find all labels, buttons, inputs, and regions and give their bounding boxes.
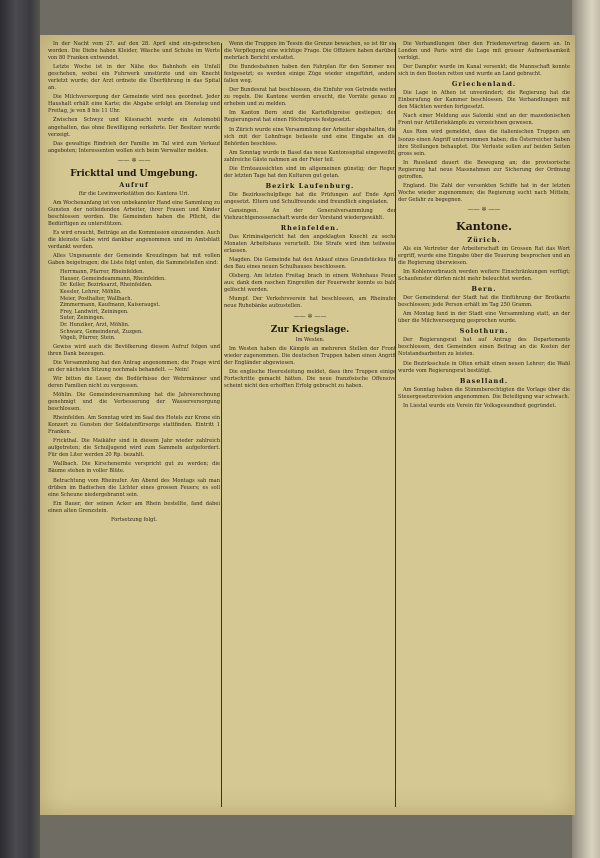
canton-subhead: Bern. [471,285,497,294]
article-paragraph: Im Kanton Bern sind die Kartoffelpreise gestiegen; der Regierungsrat hat einen Höchstpreis festgesetzt. [224,110,396,124]
article-paragraph: Wallbach. Die Kirschenernte verspricht gut zu werden; die Bäume stehen in voller Blüte. [48,461,220,475]
article-paragraph: Das gewaltige Rindvieh der Familie im Tal wird zum Verkauf angeboten; Interessenten wollen sich beim Verwalter melden. [48,140,220,154]
list-item: Frey, Landwirt, Zeiningen. [60,308,129,315]
article-paragraph: Am Montag fand in der Stadt eine Versammlung statt, an der über die Milchversorgung gesprochen wurde. [398,311,570,325]
article-paragraph: Letzte Woche ist in der Nähe des Bahnhofs ein Unfall geschehen, wobei ein Fuhrwerk umstürzte und ein Knecht verletzt wurde; der Arzt ordnete die Überführung in das Spital an. [48,64,220,92]
list-item: Kessler, Lehrer, Möhlin. [60,288,122,295]
article-paragraph: Magden. Die Gemeinde hat den Ankauf eines Grundstückes für den Bau eines neuen Schulhauses beschlossen. [224,257,396,271]
article-paragraph: Gewiss wird auch die Bevölkerung diesem Aufruf folgen und ihren Dank bezeugen. [48,343,220,357]
aufruf-title: Aufruf [119,180,149,189]
article-paragraph: Der Regierungsrat hat auf Antrag des Departements beschlossen, den Gemeinden einen Beitrag an die Kosten der Notstandsarbeiten zu leisten. [398,337,570,358]
ornament-divider: —— ✲ —— [293,312,327,320]
article-paragraph: Die Bezirksschulpflege hat die Prüfungen auf Ende April angesetzt. Eltern und Schulfreunde sind freundlich eingeladen. [224,191,396,205]
article-paragraph: Der Dampfer wurde im Kanal versenkt; die Mannschaft konnte sich in den Booten retten und wurde an Land gebracht. [398,64,570,78]
article-paragraph: Ein Bauer, der seinen Acker am Rhein bestellte, fand dabei einen alten Grenzstein. [48,500,220,514]
continuation-note: Fortsetzung folgt. [110,516,158,523]
signatory-list [48,269,220,342]
article-paragraph: Betrachtung vom Rheinufer. Am Abend des Montags sah man drüben im Badischen die Lichter eines grossen Feuers; es soll eine Scheune niedergebrannt sein. [48,477,220,498]
article-paragraph: Der Bundesrat hat beschlossen, die Einfuhr von Getreide weiter zu regeln. Die Kantone werden ersucht, die Vorräte genau zu erheben und zu melden. [224,87,396,108]
column-3 [398,41,570,807]
list-item: Vögeli, Pfarrer, Stein. [60,335,116,342]
war-subtitle: Im Westen. [295,336,325,343]
list-item: Herrmann, Pfarrer, Rheinfelden. [60,269,145,276]
article-paragraph: Olsberg. Am letzten Freitag brach in einem Wohnhaus Feuer aus; dank dem raschen Eingreifen der Feuerwehr konnte es bald gelöscht werden. [224,273,396,294]
book-binding [0,0,40,858]
article-paragraph: In Russland dauert die Bewegung an; die provisorische Regierung hat neue Massnahmen zur Sicherung der Ordnung getroffen. [398,159,570,180]
article-paragraph: Wenn die Truppen im Tessin die Grenze bewachen, so ist für sie die Verpflegung eine wichtige Frage. Die Offiziere haben darüber mehrfach Bericht erstattet. [224,41,396,62]
article-paragraph: Das Kriminalgericht hat den angeklagten Knecht zu sechs Monaten Arbeitshaus verurteilt. Die Strafe wird ihm teilweise erlassen. [224,234,396,255]
column-1 [48,41,220,807]
article-paragraph: Als ein Vertreter der Arbeiterschaft im Grossen Rat das Wort ergriff, wurde eine Eingabe über die Teuerung besprochen und an die Regierung überwiesen. [398,245,570,267]
article-paragraph: In der Nacht vom 27. auf den 28. April sind ein-gebrochen worden. Die Diebe haben Kleider, Wäsche und Schuhe im Werte von 80 Franken entwendet. [48,41,220,62]
article-paragraph: Es wird ersucht, Beiträge an die Kommission einzusenden. Auch die kleinste Gabe wird dankbar angenommen und im Amtsblatt verdankt werden. [48,229,220,251]
article-paragraph: Der Gemeinderat der Stadt hat die Einführung der Brotkarte beschlossen; jede Person erhält im Tag 250 Gramm. [398,295,570,309]
article-paragraph: Am Wochenanfang ist von unbekannter Hand eine Sammlung zu Gunsten der notleidenden Arbeiter, ihrer Frauen und Kinder beschlossen worden. Die Gemeinden haben die Pflicht, die Bedürftigen zu unterstützen. [48,199,220,227]
list-item: Zimmermann, Kaufmann, Kaiseraugst. [60,302,161,309]
canton-subhead: Baselland. [459,376,509,385]
article-paragraph: In Zürich wurde eine Versammlung der Arbeiter abgehalten, die sich mit der Lohnfrage befasste und eine Eingabe an die Behörden beschloss. [224,126,396,147]
list-item: Schwarz, Gemeinderat, Zuzgen. [60,328,143,335]
list-item: Meier, Posthalter, Wallbach. [60,295,133,302]
article-paragraph: Die Milchversorgung der Gemeinde wird neu geordnet. Jeder Haushalt erhält eine Karte; die Abgabe erfolgt am Dienstag und Freitag, je von 8 bis 11 Uhr. [48,94,220,115]
newspaper-page [40,35,575,815]
list-item: Suter, Zeiningen. [60,315,105,322]
list-item: Hauser, Gemeindeammann, Rheinfelden. [60,275,166,282]
article-paragraph: Die Versammlung hat den Antrag angenommen; die Frage wird an der nächsten Sitzung nochmals behandelt. — Nein! [48,359,220,373]
article-paragraph: Aus Rom wird gemeldet, dass die italienischen Truppen am Isonzo einen Angriff unternommen haben; die Österreicher haben ihre Stellungen behauptet. Die Verluste sollen auf beiden Seiten gross sein. [398,129,570,157]
article-paragraph: Im Kohlenverbrauch werden weitere Einschränkungen verfügt; Schaufenster dürfen nicht mehr beleuchtet werden. [398,269,570,283]
article-paragraph: Die Lage in Athen ist unverändert; die Regierung hat die Einberufung der Kammer beschlossen. Die Verhandlungen mit den Mächten werden fortgesetzt. [398,90,570,111]
column-rule [221,43,222,807]
article-paragraph: Nach einer Meldung aus Saloniki sind an der mazedonischen Front nur Artilleriekämpfe zu verzeichnen gewesen. [398,113,570,127]
article-paragraph: Im Westen haben die Kämpfe an mehreren Stellen der Front wieder zugenommen. Die deutschen Truppen haben einen Angriff der Engländer abgewiesen. [224,345,396,366]
article-paragraph: Alles Ungenannte der Gemeinde Kreuzlingen hat mit vollen Gaben beigetragen; die Liste folgt unten, die Sammelstellen sind: [48,253,220,267]
ornament-divider: —— ✲ —— [467,205,501,213]
article-paragraph: Am Sonntag wurde in Basel das neue Kantonsspital eingeweiht; zahlreiche Gäste nahmen an der Feier teil. [224,149,396,163]
section-subhead: Griechenland. [451,80,517,89]
cantons-title: Kantone. [456,219,512,233]
canton-subhead: Zürich. [467,235,501,244]
canton-subhead: Solothurn. [459,327,509,336]
column-2 [224,41,396,807]
article-paragraph: Am Sonntag haben die Stimmberechtigten die Vorlage über die Steuergesetzrevision angenommen. Die Beteiligung war schwach. [398,386,570,400]
section-subhead: Rheinfelden. [280,224,340,233]
article-paragraph: England. Die Zahl der versenkten Schiffe hat in der letzten Woche wieder zugenommen; die Regierung sucht nach Mitteln, der Gefahr zu begegnen. [398,182,570,203]
article-paragraph: In Liestal wurde ein Verein für Volksgesundheit gegründet. [403,402,557,409]
article-paragraph: Die Bezirksschule in Olten erhält einen neuen Lehrer; die Wahl wurde vom Regierungsrat bestätigt. [398,360,570,374]
article-paragraph: Die englische Heeresleitung meldet, dass ihre Truppen einige Fortschritte gemacht hätten. Die neue französische Offensive scheint nicht den erhofften Erfolg gebracht zu haben. [224,368,396,389]
article-paragraph: Zwischen Schwyz und Küssnacht wurde ein Automobil angehalten, das ohne Bewilligung verkehrte. Der Besitzer wurde verzeigt. [48,117,220,138]
section-subhead: Bezirk Laufenburg. [265,181,355,190]
article-paragraph: Die Bundesbahnen haben den Fahrplan für den Sommer neu festgesetzt; es werden einige Züge wieder eingeführt, andere fallen weg. [224,64,396,85]
article-paragraph: Die Verhandlungen über den Friedensvertrag dauern an. In London und Paris wird die Lage mit grosser Aufmerksamkeit verfolgt. [398,41,570,62]
list-item: Dr. Keller, Bezirksarzt, Rheinfelden. [60,282,153,289]
article-paragraph: Frickthal. Die Maikäfer sind in diesem Jahr wieder zahlreich aufgetreten; die Schuljugend wird zum Sammeln aufgefordert. Für den Liter werden 20 Rp. bezahlt. [48,438,220,459]
ornament-divider: —— ✲ —— [117,156,151,164]
article-paragraph: Gansingen. An der Generalversammlung der Viehzuchtgenossenschaft wurde der Vorstand wiedergewählt. [224,207,396,221]
article-paragraph: Mumpf. Der Verkehrsverein hat beschlossen, am Rheinufer neue Ruhebänke aufzustellen. [224,296,396,310]
section-title: Frickttal und Umgebung. [70,168,198,179]
list-item: Dr. Hunziker, Arzt, Möhlin. [60,321,130,328]
article-paragraph: Die Ernteaussichten sind im allgemeinen günstig; der Regen der letzten Tage hat den Kulturen gut getan. [224,165,396,179]
war-section-title: Zur Kriegslage. [270,324,350,335]
article-paragraph: Möhlin. Die Gemeindeversammlung hat die Jahresrechnung genehmigt und die Verbesserung der Wasserversorgung beschlossen. [48,391,220,413]
article-paragraph: Rheinfelden. Am Sonntag wird im Saal des Hotels zur Krone ein Konzert zu Gunsten der Soldatenfürsorge stattfinden. Eintritt 1 Franken. [48,415,220,436]
page-edge-stack [572,0,600,858]
article-paragraph: Wir bitten die Leser, die Bedürfnisse der Wehrmänner und deren Familien nicht zu vergessen. [48,375,220,389]
aufruf-subtitle: für die Lewinwerkstätten des Kantons Uri. [78,190,190,197]
